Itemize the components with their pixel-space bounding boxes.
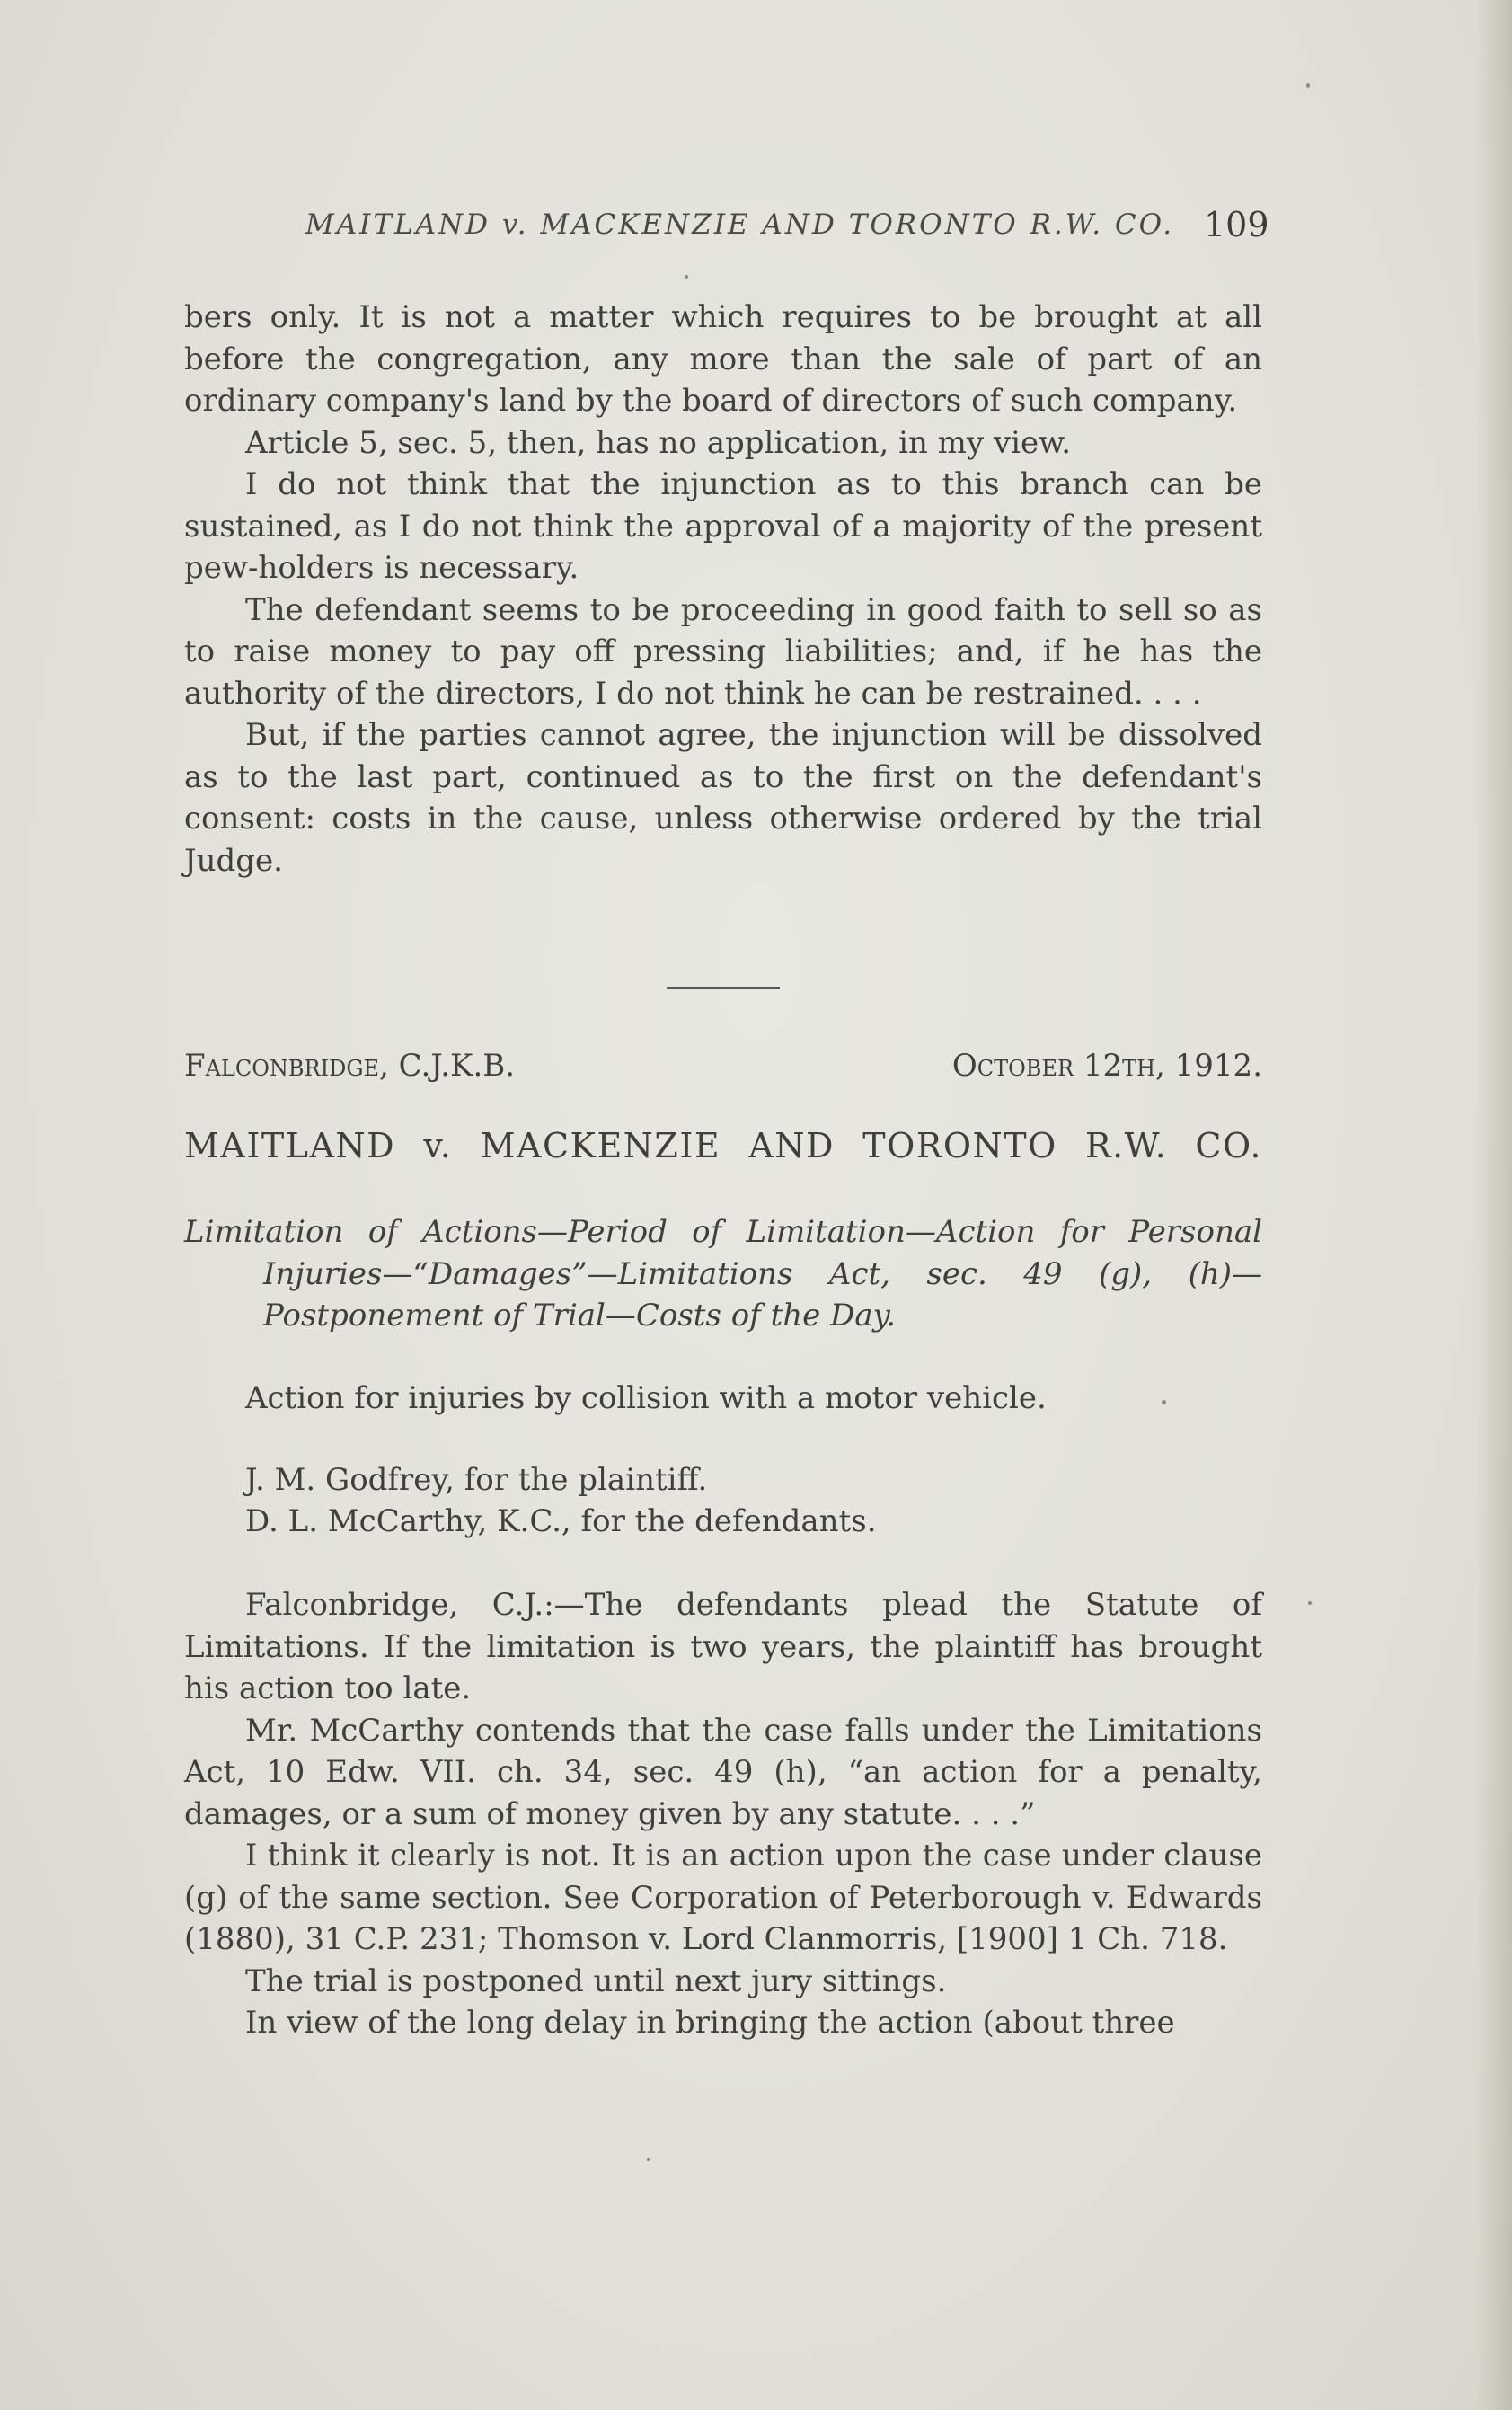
running-head: MAITLAND v. MACKENZIE AND TORONTO R.W. CO. <box>305 208 1175 241</box>
paragraph: The defendant seems to be proceeding in good faith to sell so as to raise money to pay off pressing liabilities; and, if he has the authority of the directors, I do not think he can be restrained. . . . <box>184 591 1262 712</box>
case-title: MAITLAND v. MACKENZIE AND TORONTO R.W. CO. <box>184 1126 1262 1165</box>
paper-speck <box>1308 1601 1312 1605</box>
judge-date-line <box>184 1048 1262 1084</box>
action-description: Action for injuries by collision with a motor vehicle. <box>245 1380 1047 1416</box>
paragraph: I do not think that the injunction as to this branch can be sustained, as I do not think the approval of a majority of the present pew-holders is necessary. <box>184 466 1262 586</box>
headnote: Limitation of Actions—Period of Limitation—Action for Personal Injuries—“Damages”—Limitations Act, sec. 49 (g), (h)—Postponement of Trial—Costs of the Day. <box>184 1214 1262 1333</box>
page-edge-shadow <box>1476 0 1512 2410</box>
paragraph: Falconbridge, C.J.:—The defendants plead the Statute of Limitations. If the limitation is two years, the plaintiff has brought his action too late. <box>184 1587 1262 1706</box>
paragraph: But, if the parties cannot agree, the injunction will be dissolved as to the last part, continued as to the first on the defendant's consent: costs in the cause, unless otherwise ordered by the trial Judge. <box>184 717 1262 879</box>
paragraph: Mr. McCarthy contends that the case falls under the Limitations Act, 10 Edw. VII. ch. 34, sec. 49 (h), “an action for a penalty, damages, or a sum of money given by any statute. . . .” <box>184 1712 1262 1832</box>
paragraph: I think it clearly is not. It is an action upon the case under clause (g) of the same section. See Corporation of Peterborough v. Edwards (1880), 31 C.P. 231; Thomson v. Lord Clanmorris, [1900] 1 Ch. 718. <box>184 1838 1262 1957</box>
paper-speck <box>685 275 688 279</box>
continued-judgment-text <box>184 297 1262 882</box>
judgment-text <box>184 1584 1262 2044</box>
paragraph: bers only. It is not a matter which requires to be brought at all before the congregation, any more than the sale of part of an ordinary company's land by the board of directors of such company. <box>184 299 1262 419</box>
page-number: 109 <box>1204 205 1269 244</box>
counsel-plaintiff: J. M. Godfrey, for the plaintiff. <box>245 1462 708 1498</box>
counsel-defendants: D. L. McCarthy, K.C., for the defendants. <box>245 1503 877 1539</box>
paragraph: Article 5, sec. 5, then, has no application, in my view. <box>245 424 1071 461</box>
paper-speck <box>1162 1400 1166 1404</box>
paper-speck <box>1306 83 1310 88</box>
paper-speck <box>647 2158 650 2161</box>
section-divider <box>667 987 780 989</box>
paragraph: The trial is postponed until next jury sittings. <box>245 1963 947 1999</box>
paragraph: In view of the long delay in bringing the action (about three <box>245 2005 1175 2041</box>
judgment-date: October 12th, 1912. <box>951 1048 1262 1084</box>
judge-name: Falconbridge, C.J.K.B. <box>184 1048 516 1084</box>
